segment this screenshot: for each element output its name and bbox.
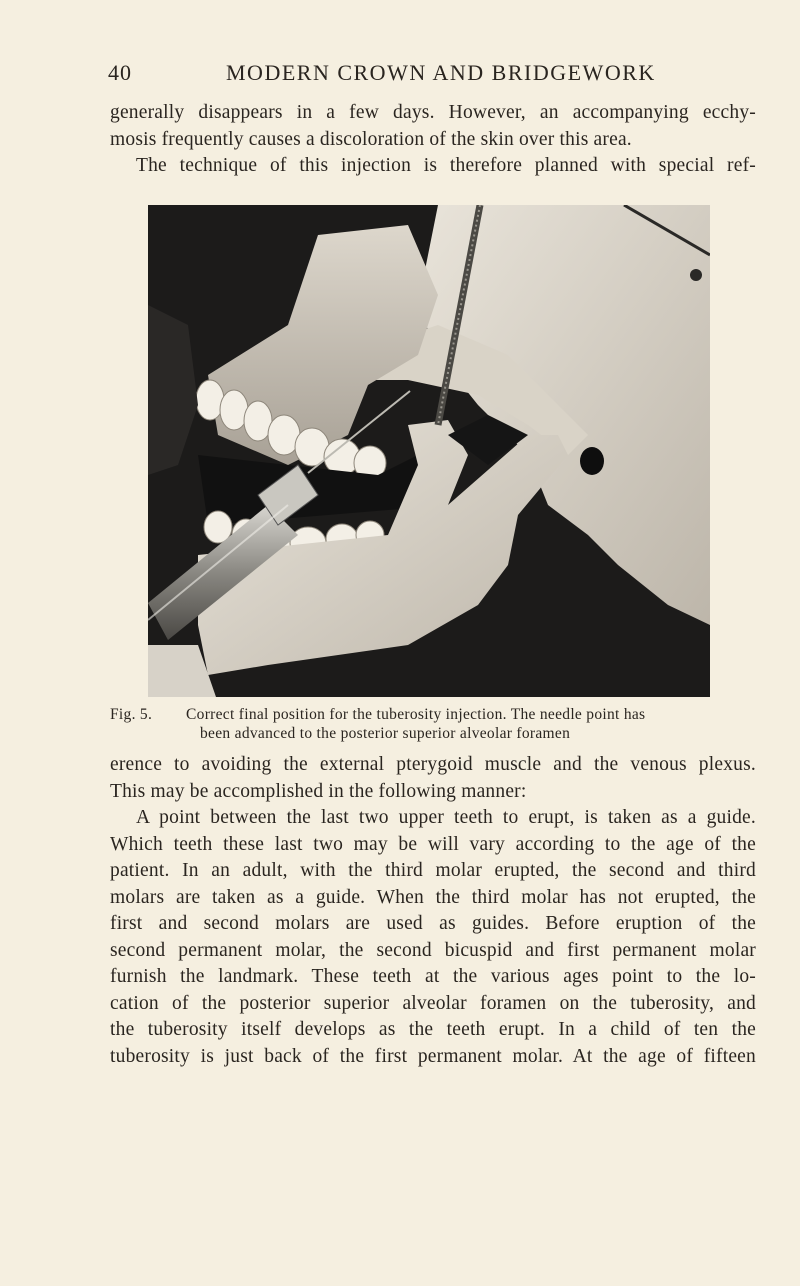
text-line: A point between the last two upper teeth to erupt, is taken as a guide. [136, 807, 756, 828]
caption-line: been advanced to the posterior superior alveolar foramen [200, 725, 571, 742]
text-line: Which teeth these last two may be will vary according to the age of the [110, 833, 756, 855]
text-line: generally disappears in a few days. However, an accompanying ecchy- [110, 102, 756, 123]
running-head: MODERN CROWN AND BRIDGEWORK [226, 60, 656, 85]
text-line: erence to avoiding the external pterygoid muscle and the venous plexus. [110, 754, 756, 775]
skull-illustration [148, 205, 710, 697]
text-line: The technique of this injection is therefore planned with special ref- [136, 155, 756, 176]
paragraph-bottom [110, 752, 756, 1070]
text-line: second permanent molar, the second bicuspid and first permanent molar [110, 939, 756, 961]
text-line: cation of the posterior superior alveolar foramen on the tuberosity, and [110, 992, 756, 1014]
paragraph-top [110, 100, 756, 180]
page-number: 40 [108, 60, 132, 85]
page-header [108, 60, 708, 90]
text-line: mosis frequently causes a discoloration of the skin over this area. [110, 128, 632, 150]
caption-line: Correct final position for the tuberosity injection. The needle point has [186, 706, 646, 723]
text-line: This may be accomplished in the following manner: [110, 780, 527, 802]
text-line: the tuberosity itself develops as the teeth erupt. In a child of ten the [110, 1019, 756, 1040]
text-line: tuberosity is just back of the first permanent molar. At the age of fifteen [110, 1045, 756, 1067]
skull-injection-photo [148, 205, 710, 697]
text-line: first and second molars are used as guides. Before eruption of the [110, 913, 756, 934]
text-line: patient. In an adult, with the third molar erupted, the second and third [110, 860, 756, 881]
text-line: furnish the landmark. These teeth at the various ages point to the lo- [110, 966, 756, 987]
text-line: molars are taken as a guide. When the third molar has not erupted, the [110, 886, 756, 908]
figure-label: Fig. 5. [110, 706, 153, 723]
